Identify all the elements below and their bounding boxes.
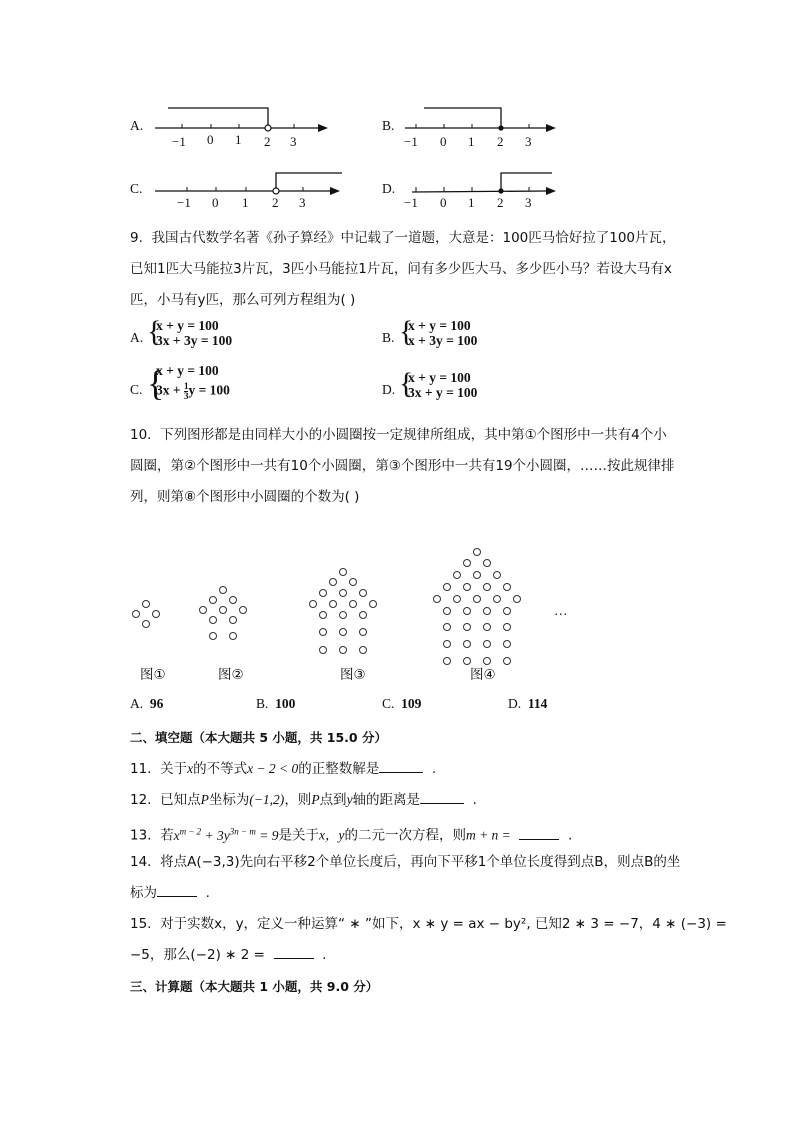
tick-label: 3 bbox=[525, 195, 532, 210]
q13: 13. 若$x^{m - 2} + 3y^{3n - m} = 9$是关于x，y的二元一次方程，则m + n = . bbox=[130, 826, 573, 844]
tick-label: 0 bbox=[440, 195, 447, 210]
answer-blank[interactable] bbox=[157, 896, 197, 897]
brace-icon: { bbox=[147, 363, 165, 403]
brace-icon: { bbox=[399, 315, 414, 348]
tick-label: 1 bbox=[242, 195, 249, 210]
q8-option-c-label: C. bbox=[130, 181, 143, 196]
tick-label: 1 bbox=[235, 132, 242, 147]
section-3-heading: 三、计算题（本大题共 1 小题，共 9.0 分） bbox=[130, 979, 379, 994]
tick-label: −1 bbox=[172, 134, 186, 149]
q9-option-d-label: D. bbox=[382, 382, 396, 397]
q10-figure-label-1: 图① bbox=[140, 667, 166, 683]
tick-label: 2 bbox=[497, 134, 504, 149]
q9-line-3: 匹，小马有y匹，那么可列方程组为( ) bbox=[130, 292, 356, 308]
q8-option-b-label: B. bbox=[382, 118, 395, 133]
q11: 11. 关于x的不等式x − 2 < 0的正整数解是 . bbox=[130, 761, 437, 777]
q10-option-d[interactable]: D. 114 bbox=[508, 696, 548, 711]
tick-label: 3 bbox=[525, 134, 532, 149]
q10-line-1: 10. 下列图形都是由同样大小的小圆圈按一定规律所组成，其中第①个图形中一共有4个小 bbox=[130, 427, 667, 443]
equation: x + y = 100 bbox=[156, 318, 219, 333]
q10-option-c[interactable]: C. 109 bbox=[382, 696, 422, 711]
answer-blank[interactable] bbox=[420, 803, 464, 804]
q9-option-a-system[interactable] bbox=[156, 318, 232, 348]
q8-option-a-numberline[interactable] bbox=[150, 100, 340, 150]
q9-option-d-system[interactable] bbox=[408, 370, 477, 400]
figure-3 bbox=[310, 569, 377, 654]
tick-label: 0 bbox=[440, 134, 447, 149]
q9-line-1: 9. 我国古代数学名著《孙子算经》中记载了一道题，大意是：100匹马恰好拉了100片瓦， bbox=[130, 230, 676, 246]
q8-option-c-numberline[interactable] bbox=[150, 165, 350, 215]
figure-4 bbox=[434, 549, 521, 665]
tick-label: 3 bbox=[290, 134, 297, 149]
tick-label: −1 bbox=[404, 134, 418, 149]
q9-line-2: 已知1匹大马能拉3片瓦，3匹小马能拉1片瓦，问有多少匹大马、多少匹小马？若设大马有x bbox=[130, 261, 672, 277]
equation: 3x + 3y = 100 bbox=[156, 333, 233, 348]
q14-line-2: 标为 . bbox=[130, 885, 210, 901]
tick-label: 2 bbox=[264, 134, 271, 149]
q10-figure-label-4: 图④ bbox=[470, 667, 496, 683]
tick-label: 0 bbox=[212, 195, 219, 210]
q14-line-1: 14. 将点A(−3,3)先向右平移2个单位长度后，再向下平移1个单位长度得到点B，则点B的坐 bbox=[130, 854, 681, 870]
q10-number: 10. bbox=[130, 427, 152, 443]
fraction: $\frac{1}{3}$ bbox=[183, 381, 189, 401]
equation: 3x + $\frac{1}{3}$ y = 100 bbox=[156, 381, 230, 401]
q10-option-a[interactable]: A. 96 bbox=[130, 696, 164, 711]
q10-option-b[interactable]: B. 100 bbox=[256, 696, 296, 711]
figure-2 bbox=[200, 587, 247, 640]
q10-line-2: 圆圈，第②个图形中一共有10个小圆圈，第③个图形中一共有19个小圆圈，……按此规律排 bbox=[130, 458, 675, 474]
q8-option-a-label: A. bbox=[130, 118, 144, 133]
equation: x + y = 100 bbox=[156, 363, 219, 378]
tick-label: 0 bbox=[207, 132, 214, 147]
tick-label: −1 bbox=[404, 195, 418, 210]
brace-icon: { bbox=[399, 367, 414, 400]
equation: x + 3y = 100 bbox=[408, 333, 478, 348]
q9-option-c-label: C. bbox=[130, 382, 143, 397]
tick-label: 1 bbox=[468, 134, 475, 149]
figure-1 bbox=[133, 601, 160, 628]
q8-option-d-label: D. bbox=[382, 181, 396, 196]
tick-label: 2 bbox=[272, 195, 279, 210]
section-2-heading: 二、填空题（本大题共 5 小题，共 15.0 分） bbox=[130, 730, 387, 745]
q9-option-c-system[interactable] bbox=[156, 363, 230, 401]
tick-label: 1 bbox=[468, 195, 475, 210]
equation: x + y = 100 bbox=[408, 370, 471, 385]
answer-blank[interactable] bbox=[519, 839, 559, 840]
q15-line-1: 15. 对于实数x，y，定义一种运算“ ∗ ”如下，x ∗ y = ax − by², 已知2 ∗ 3 = −7，4 ∗ (−3) = bbox=[130, 916, 727, 932]
q9-option-a-label: A. bbox=[130, 330, 144, 345]
q8-option-b-numberline[interactable] bbox=[400, 100, 565, 150]
q8-option-d-numberline[interactable] bbox=[400, 165, 565, 215]
q12: 12. 已知点P坐标为(−1,2)，则P点到y轴的距离是 . bbox=[130, 792, 477, 808]
q10-figure-label-2: 图② bbox=[218, 667, 244, 683]
q15-line-2: −5，那么(−2) ∗ 2 = . bbox=[130, 947, 327, 963]
q9-option-b-system[interactable] bbox=[408, 318, 477, 348]
q9-number: 9. bbox=[130, 230, 143, 246]
answer-blank[interactable] bbox=[274, 958, 314, 959]
equation: 3x + y = 100 bbox=[408, 385, 478, 400]
answer-blank[interactable] bbox=[379, 772, 423, 773]
q10-ellipsis: … bbox=[554, 603, 568, 618]
q9-option-b-label: B. bbox=[382, 330, 395, 345]
tick-label: 3 bbox=[299, 195, 306, 210]
tick-label: 2 bbox=[497, 195, 504, 210]
tick-label: −1 bbox=[177, 195, 191, 210]
brace-icon: { bbox=[147, 315, 162, 348]
q10-line-3: 列，则第⑧个图形中小圆圈的个数为( ) bbox=[130, 489, 360, 505]
q13-equation: $x^{m - 2} + 3y^{3n - m} = 9$ bbox=[173, 826, 279, 843]
q10-figure-label-3: 图③ bbox=[340, 667, 366, 683]
equation: x + y = 100 bbox=[408, 318, 471, 333]
